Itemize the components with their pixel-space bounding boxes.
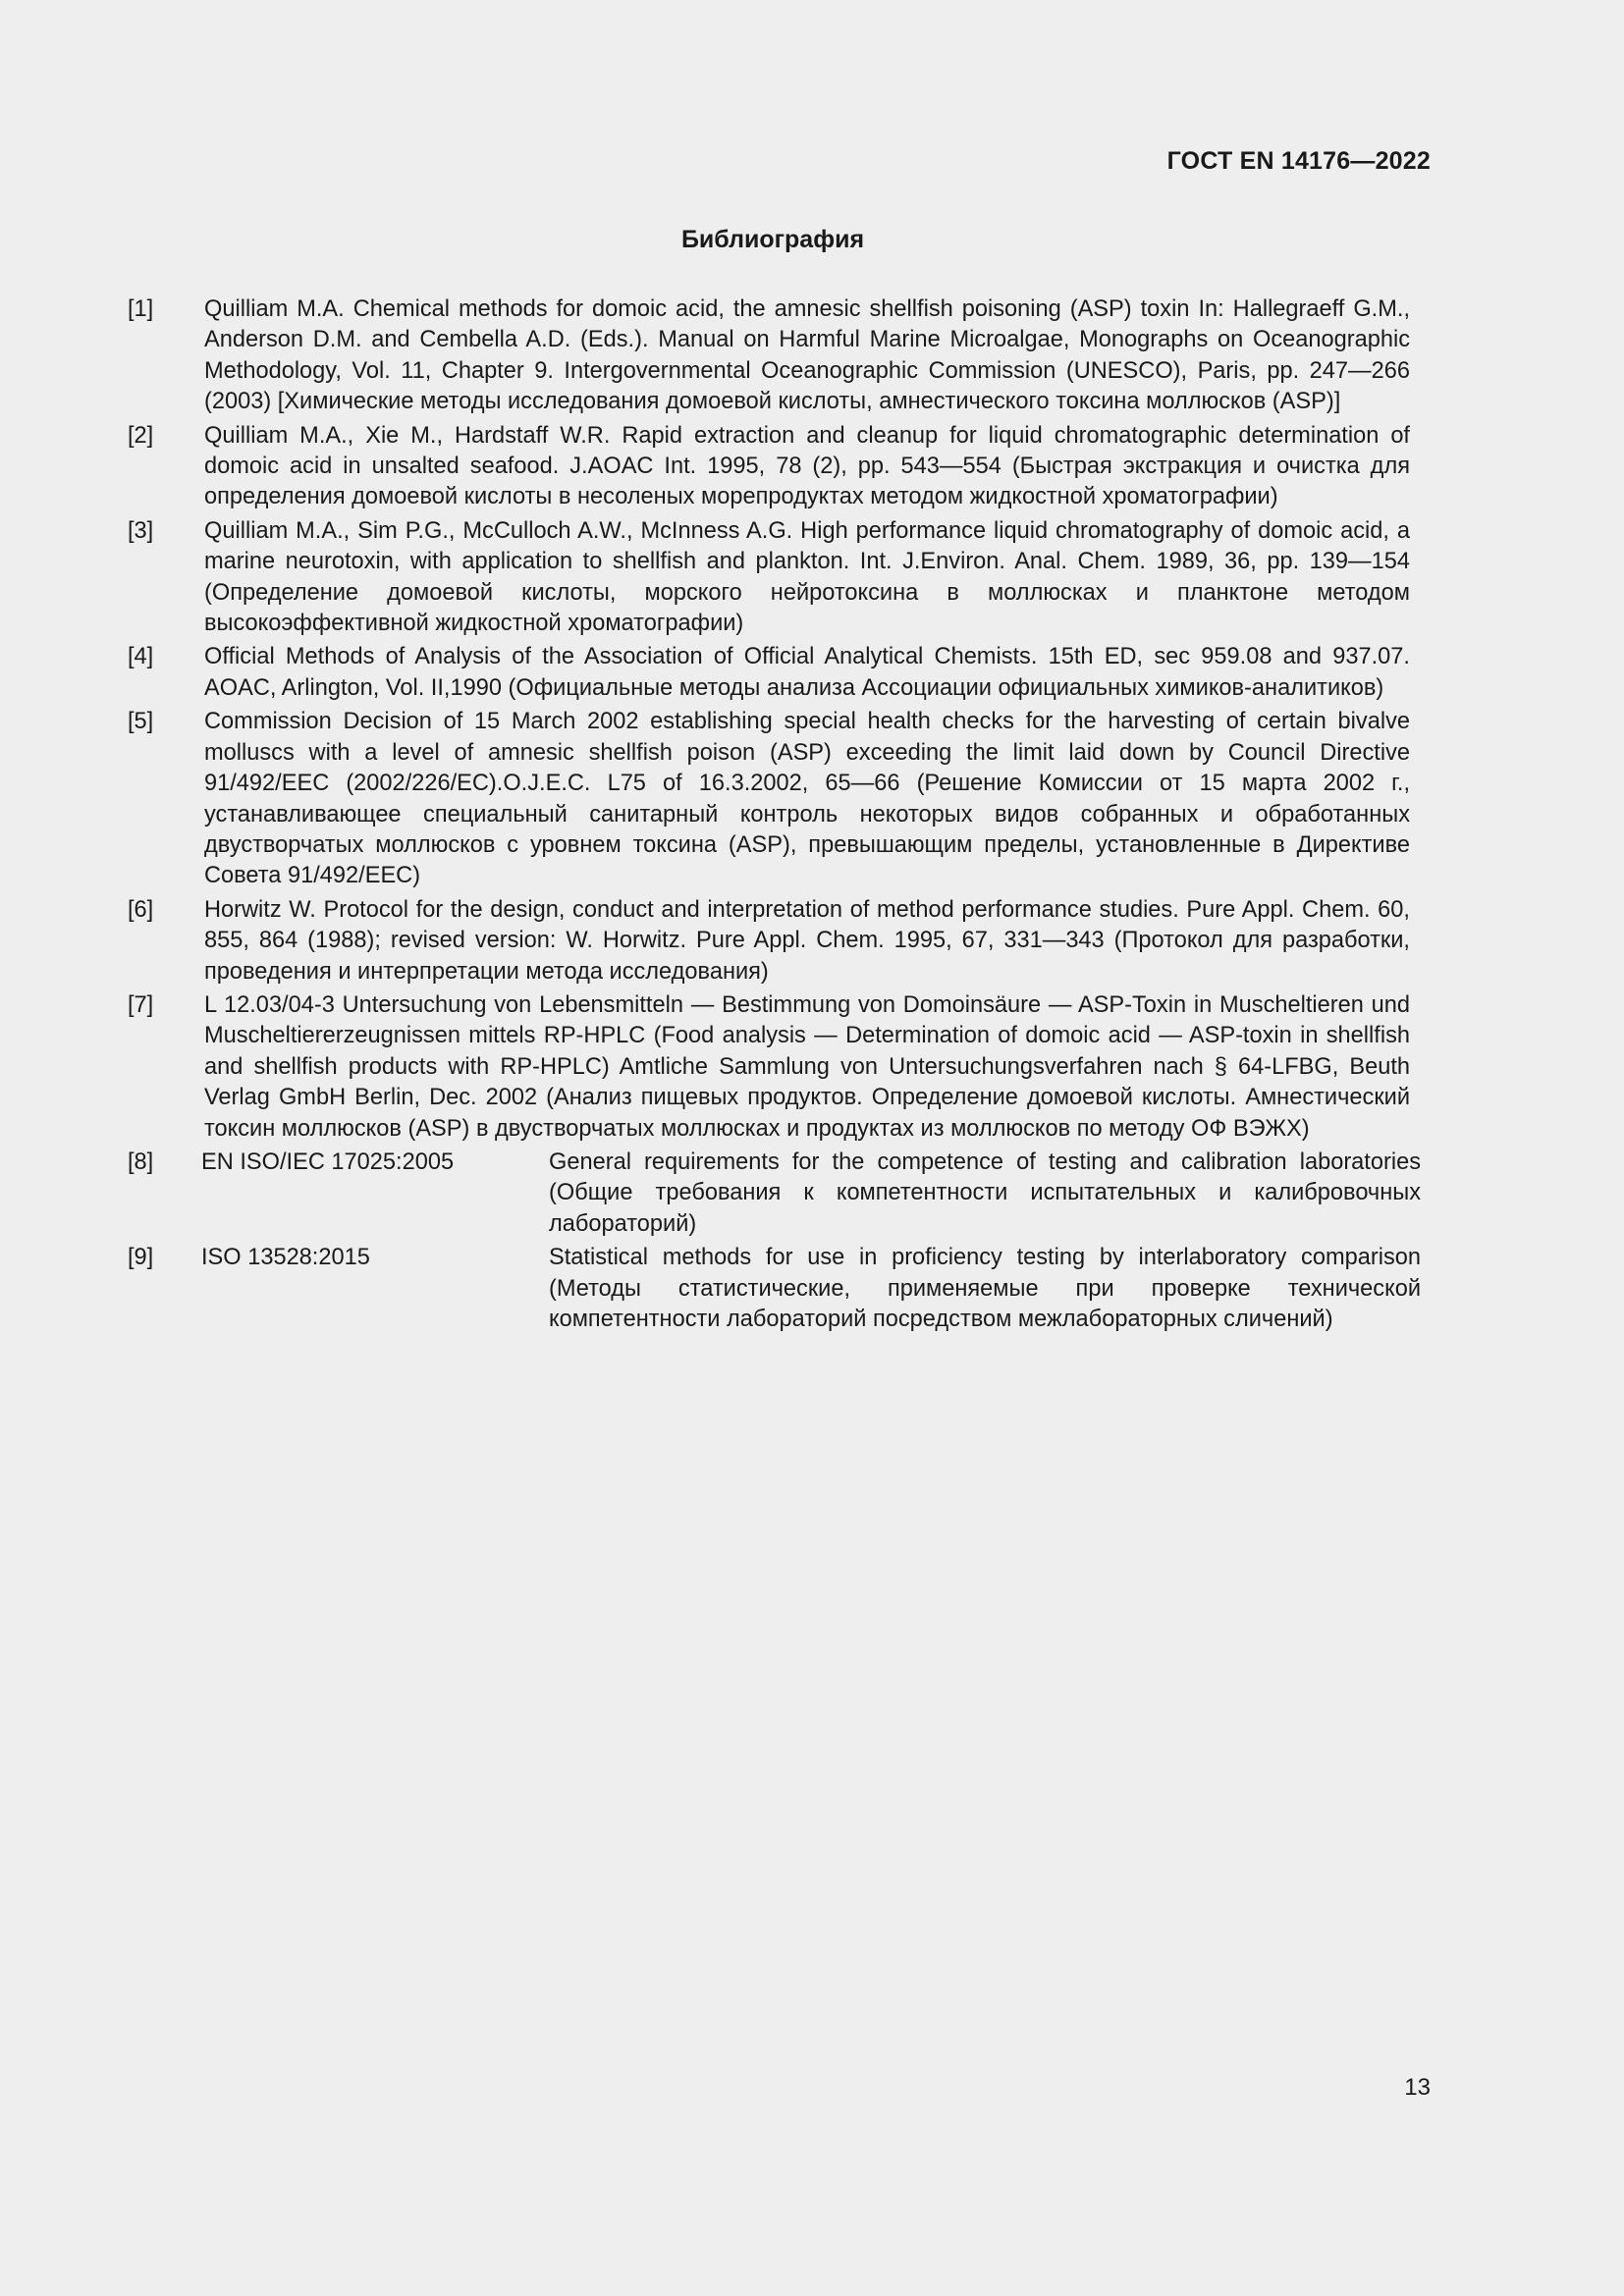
bibliography-entry-4 — [128, 642, 1421, 704]
entry-text: Commission Decision of 15 March 2002 establishing special health checks for the harvesting of certain bivalve molluscs with a level of amnesic shellfish poison (ASP) exceeding the limit laid down by Council Directive 91/492/EEC (2002/226/EC).O.J.E.C. L75 of 16.3.2002, 65—66 (Решение Комиссии от 15 марта 2002 г., устанавливающее специальный санитарный контроль некоторых видов собранных и обработанных двустворчатых моллюсков с уровнем токсина (ASP), превышающим пределы, установленные в Директиве Совета 91/492/EEC) — [204, 709, 1410, 889]
entry-number: [5] — [128, 709, 154, 735]
entry-number: [6] — [128, 896, 154, 923]
bibliography-entry-8 — [128, 1148, 1421, 1240]
standard-code: EN ISO/IEC 17025:2005 — [201, 1148, 455, 1175]
bibliography-entry-3 — [128, 516, 1421, 640]
bibliography-entry-9 — [128, 1243, 1421, 1335]
bibliography-entry-1 — [128, 294, 1421, 418]
entry-number: [8] — [128, 1148, 154, 1175]
standard-description: General requirements for the competence of testing and calibration laboratories (Общие требования к компетентности испытательных и калибровочных лабораторий) — [549, 1148, 1421, 1237]
entry-number: [1] — [128, 296, 154, 322]
standard-code: ISO 13528:2015 — [201, 1245, 370, 1271]
entry-number: [4] — [128, 644, 154, 670]
entry-text: Horwitz W. Protocol for the design, conduct and interpretation of method performance studies. Pure Appl. Chem. 60, 855, 864 (1988); revised version: W. Horwitz. Pure Appl. Chem. 1995, 67, 331—343 (Протокол для разработки, проведения и интерпретации метода исследования) — [204, 896, 1410, 985]
bibliography-entry-2 — [128, 421, 1421, 513]
bibliography-title: Библиография — [680, 226, 865, 253]
entry-number: [9] — [128, 1245, 154, 1271]
entry-number: [3] — [128, 517, 154, 544]
bibliography-entry-6 — [128, 895, 1421, 988]
entry-text: Quilliam M.A., Xie M., Hardstaff W.R. Rapid extraction and cleanup for liquid chromatographic determination of domoic acid in unsalted seafood. J.AOAC Int. 1995, 78 (2), pp. 543—554 (Быстрая экстракция и очистка для определения домоевой кислоты в несоленых морепродуктах методом жидкостной хроматографии) — [204, 422, 1410, 510]
entry-text: L 12.03/04-3 Untersuchung von Lebensmitteln — Bestimmung von Domoinsäure — ASP-Toxin in Muscheltieren und Muscheltiererzeugnissen mittels RP-HPLC (Food analysis — Determination of domoic acid — ASP-toxin in shellfish and shellfish products with RP-HPLC) Amtliche Sammlung von Untersuchungsverfahren nach § 64-LFBG, Beuth Verlag GmbH Berlin, Dec. 2002 (Анализ пищевых продуктов. Определение домоевой кислоты. Амнестический токсин моллюсков (ASP) в двустворчатых моллюсках и продуктах из моллюсков по методу ОФ ВЭЖХ) — [204, 991, 1410, 1142]
bibliography-list — [128, 294, 1421, 1338]
page-number: 13 — [1404, 2074, 1431, 2101]
entry-number: [2] — [128, 422, 154, 449]
bibliography-entry-7 — [128, 990, 1421, 1145]
entry-number: [7] — [128, 991, 154, 1018]
entry-text: Official Methods of Analysis of the Association of Official Analytical Chemists. 15th ED, sec 959.08 and 937.07. AOAC, Arlington, Vol. II,1990 (Официальные методы анализа Ассоциации официальных химиков-аналитиков) — [204, 644, 1410, 701]
document-code-header: ГОСТ EN 14176—2022 — [1166, 147, 1431, 175]
entry-text: Quilliam M.A., Sim P.G., McCulloch A.W., McInness A.G. High performance liquid chromatography of domoic acid, a marine neurotoxin, with application to shellfish and plankton. Int. J.Environ. Anal. Chem. 1989, 36, pp. 139—154 (Определение домоевой кислоты, морского нейротоксина в моллюсках и планктоне методом высокоэффективной жидкостной хроматографии) — [204, 517, 1410, 637]
entry-text: Quilliam M.A. Chemical methods for domoic acid, the amnesic shellfish poisoning (ASP) toxin In: Hallegraeff G.M., Anderson D.M. and Cembella A.D. (Eds.). Manual on Harmful Marine Microalgae, Monographs on Oceanographic Methodology, Vol. 11, Chapter 9. Intergovernmental Oceanographic Commission (UNESCO), Paris, pp. 247—266 (2003) [Химические методы исследования домоевой кислоты, амнестического токсина моллюсков (ASP)] — [204, 296, 1410, 415]
bibliography-entry-5 — [128, 707, 1421, 891]
standard-description: Statistical methods for use in proficiency testing by interlaboratory comparison (Методы статистические, применяемые при проверке технической компетентности лабораторий посредством межлабораторных сличений) — [549, 1245, 1421, 1332]
